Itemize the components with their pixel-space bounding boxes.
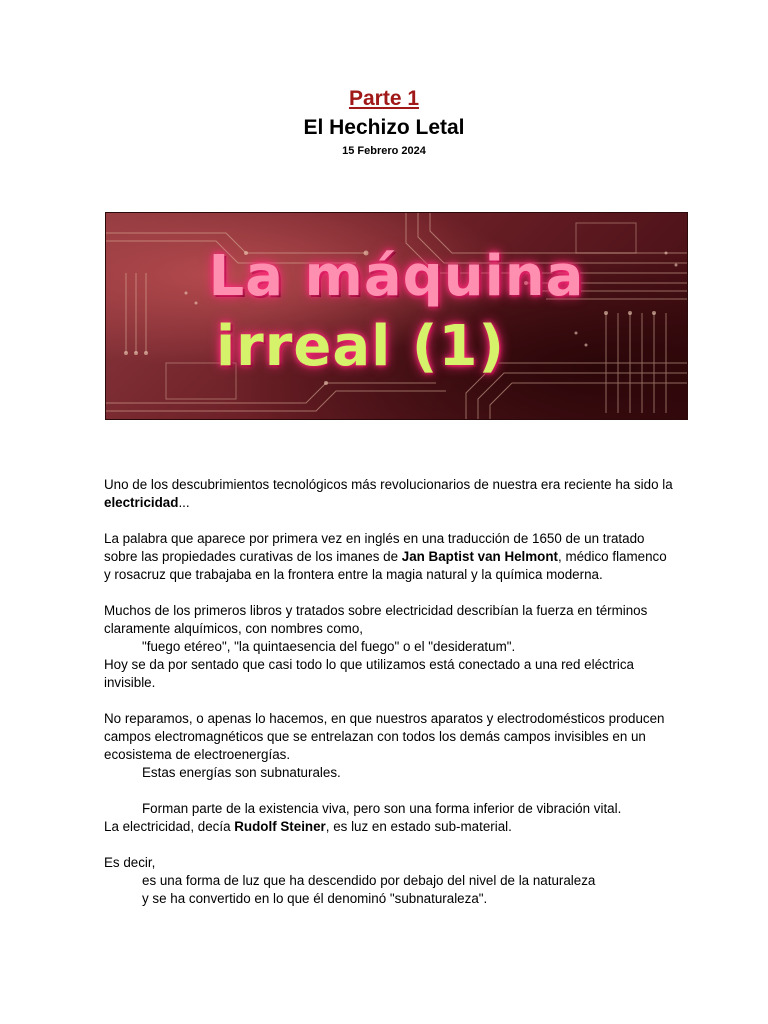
bold-name: Jan Baptist van Helmont bbox=[401, 549, 559, 564]
article-body bbox=[104, 476, 674, 908]
paragraph-3b: Hoy se da por sentado que casi todo lo que utilizamos está conectado a una red eléctrica invisible. bbox=[104, 657, 635, 690]
paragraph-3-quote: "fuego etéreo", "la quintaesencia del fuego" o el "desideratum". bbox=[142, 639, 516, 654]
paragraph-2: La palabra que aparece por primera vez en inglés en una traducción de 1650 de un tratado sobre las propiedades curativas de los imanes de Jan Baptist van Helmont, médico flamenco y rosacruz que trabajaba en la frontera entre la magia natural y la química moderna. bbox=[104, 531, 667, 582]
paragraph-6-indent-1: es una forma de luz que ha descendido por debajo del nivel de la naturaleza bbox=[142, 873, 596, 888]
banner-title-line1: La máquina bbox=[208, 244, 585, 309]
publish-date: 15 Febrero 2024 bbox=[342, 145, 426, 157]
bold-name: Rudolf Steiner bbox=[234, 819, 326, 834]
banner-title-line2: irreal (1) bbox=[215, 314, 506, 379]
part-link[interactable]: Parte 1 bbox=[348, 87, 420, 110]
page-title: El Hechizo Letal bbox=[303, 116, 465, 139]
bold-term: electricidad bbox=[104, 495, 179, 510]
paragraph-6: Es decir, bbox=[104, 855, 156, 870]
paragraph-5: La electricidad, decía Rudolf Steiner, es luz en estado sub-material. bbox=[104, 819, 512, 834]
article-banner-image bbox=[105, 212, 688, 420]
paragraph-4-indent-1: Estas energías son subnaturales. bbox=[142, 765, 341, 780]
paragraph-3: Muchos de los primeros libros y tratados sobre electricidad describían la fuerza en términos claramente alquímicos, con nombres como, bbox=[104, 603, 648, 636]
paragraph-4: No reparamos, o apenas lo hacemos, en que nuestros aparatos y electrodomésticos producen campos electromagnéticos que se entrelazan con todos los demás campos invisibles en un ecosistema de electroenergías. bbox=[104, 711, 665, 762]
paragraph-6-indent-2: y se ha convertido en lo que él denominó "subnaturaleza". bbox=[142, 891, 488, 906]
paragraph-4-indent-2: Forman parte de la existencia viva, pero son una forma inferior de vibración vital. bbox=[142, 801, 622, 816]
paragraph-1: Uno de los descubrimientos tecnológicos más revolucionarios de nuestra era reciente ha sido la electricidad... bbox=[104, 477, 673, 510]
